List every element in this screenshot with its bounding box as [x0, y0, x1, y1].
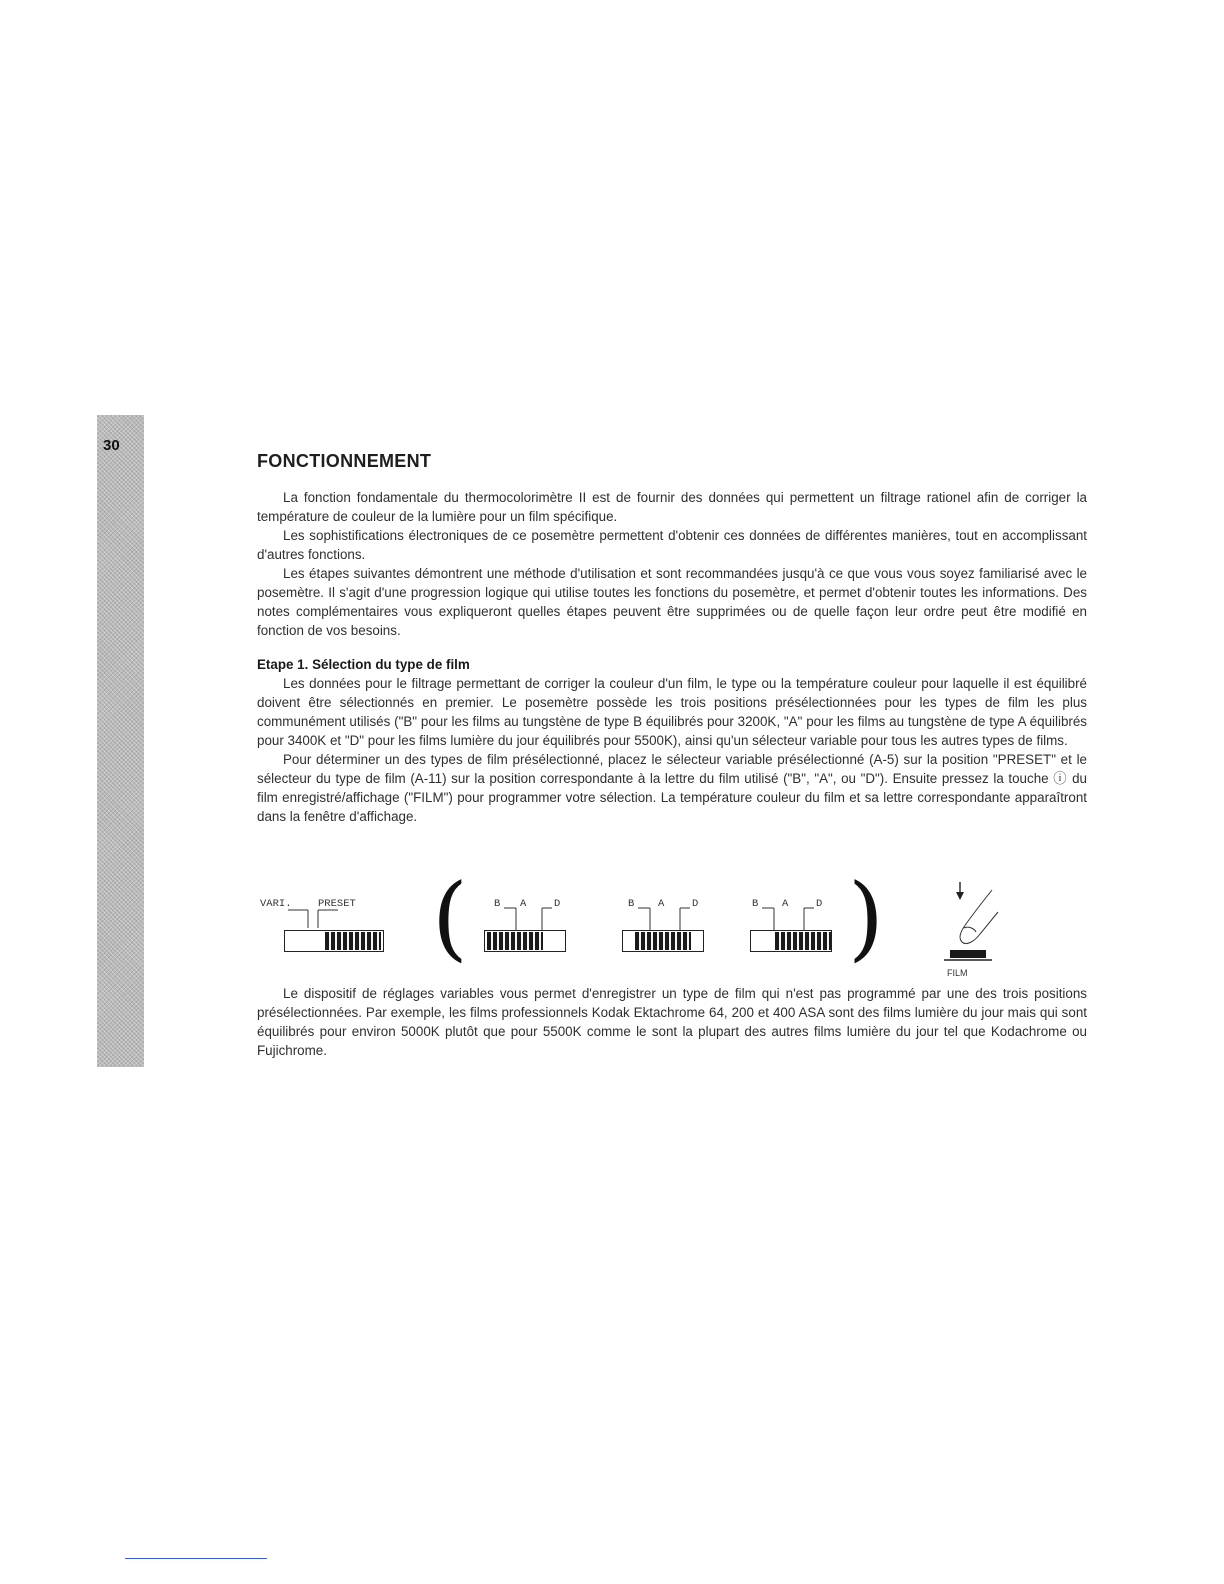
step1-section [257, 655, 1087, 826]
switch-knob [325, 932, 381, 950]
pos-b-label: B [752, 898, 759, 910]
pos-d-label: D [554, 898, 561, 910]
finger-press-icon [940, 880, 1010, 970]
film-type-selector-b [480, 898, 580, 946]
pos-a-label: A [782, 898, 789, 910]
closing-text [257, 984, 1087, 1060]
film-type-switch [622, 930, 704, 952]
step1-paragraph: Les données pour le filtrage permettant de corriger la couleur d'un film, le type ou la température couleur pour laquelle il est équilibré doivent être sélectionnés en premier. Le posemètre possède les trois positions présélectionnées pour les types de film les plus communément utilisés ("B" pour les films au tungstène de type B équilibrés pour 3200K, "A" pour les films au tungstène de type A équilibrés pour 3400K et "D" pour les films lumière du jour équilibrés pour 5500K), ainsi qu'un sélecteur variable pour tous les autres types de films. [257, 676, 1087, 748]
pos-b-label: B [628, 898, 635, 910]
pos-b-label: B [494, 898, 501, 910]
switch-knob [635, 932, 691, 950]
page-number: 30 [103, 437, 120, 454]
selector-illustration [250, 864, 1110, 985]
intro-paragraph: La fonction fondamentale du thermocolorimètre II est de fournir des données qui permettent un filtrage rationel afin de corriger la température de couleur de la lumière pour un film spécifique. [257, 490, 1087, 524]
footnote-rule [125, 1558, 267, 1559]
preset-label: PRESET [318, 898, 356, 910]
section-heading: FONCTIONNEMENT [257, 451, 432, 471]
pos-d-label: D [692, 898, 699, 910]
pos-a-label: A [520, 898, 527, 910]
film-type-switch [484, 930, 566, 952]
connector-lines [618, 904, 718, 932]
vari-preset-selector [260, 898, 390, 946]
vari-label: VARI. [260, 898, 292, 910]
page-edge-tab [97, 415, 144, 1067]
film-type-selector-d [746, 898, 846, 946]
film-type-switch [750, 930, 832, 952]
step1-paragraph: Pour déterminer un des types de film présélectionné, placez le sélecteur variable présélectionné (A-5) sur la position "PRESET" et le sélecteur du type de film (A-11) sur la position correspondante à la lettre du film utilisé ("B", "A", ou "D"). Ensuite pressez la touche ⓘ du film enregistré/affichage ("FILM") pour programmer votre sélection. La température couleur du film et sa lettre correspondante apparaîtront dans la fenêtre d'affichage. [257, 752, 1087, 824]
pos-d-label: D [816, 898, 823, 910]
film-button-label: FILM [947, 968, 968, 978]
switch-knob [775, 932, 831, 950]
close-paren: ) [848, 864, 884, 971]
vari-preset-switch [284, 930, 384, 952]
switch-knob [487, 932, 543, 950]
pos-a-label: A [658, 898, 665, 910]
intro-paragraph: Les étapes suivantes démontrent une méthode d'utilisation et sont recommandées jusqu'à ce que vous vous soyez familiarisé avec le posemètre. Il s'agit d'une progression logique qui utilise toutes les fonctions du posemètre, et permet d'obtenir toutes les informations. Des notes complémentaires vous expliqueront quelles étapes peuvent être supprimées ou de quelle façon leur ordre peut être modifié en fonction de vos besoins. [257, 566, 1087, 638]
connector-lines [746, 904, 846, 932]
film-type-selector-a [618, 898, 718, 946]
connector-lines [480, 904, 580, 932]
intro-paragraph: Les sophistifications électroniques de ce posemètre permettent d'obtenir ces données de différentes manières, tout en accomplissant d'autres fonctions. [257, 528, 1087, 562]
intro-text [257, 488, 1087, 640]
open-paren: ( [432, 864, 468, 971]
connector-lines [260, 908, 390, 932]
step1-title: Etape 1. Sélection du type de film [257, 657, 470, 672]
closing-paragraph: Le dispositif de réglages variables vous permet d'enregistrer un type de film qui n'est pas programmé par une des trois positions présélectionnées. Par exemple, les films professionnels Kodak Ektachrome 64, 200 et 400 ASA sont des films lumière du jour mais qui sont équilibrés pour environ 5000K plutôt que pour 5500K comme le sont la plupart des autres films lumière du jour tel que Kodachrome ou Fujichrome. [257, 986, 1087, 1058]
